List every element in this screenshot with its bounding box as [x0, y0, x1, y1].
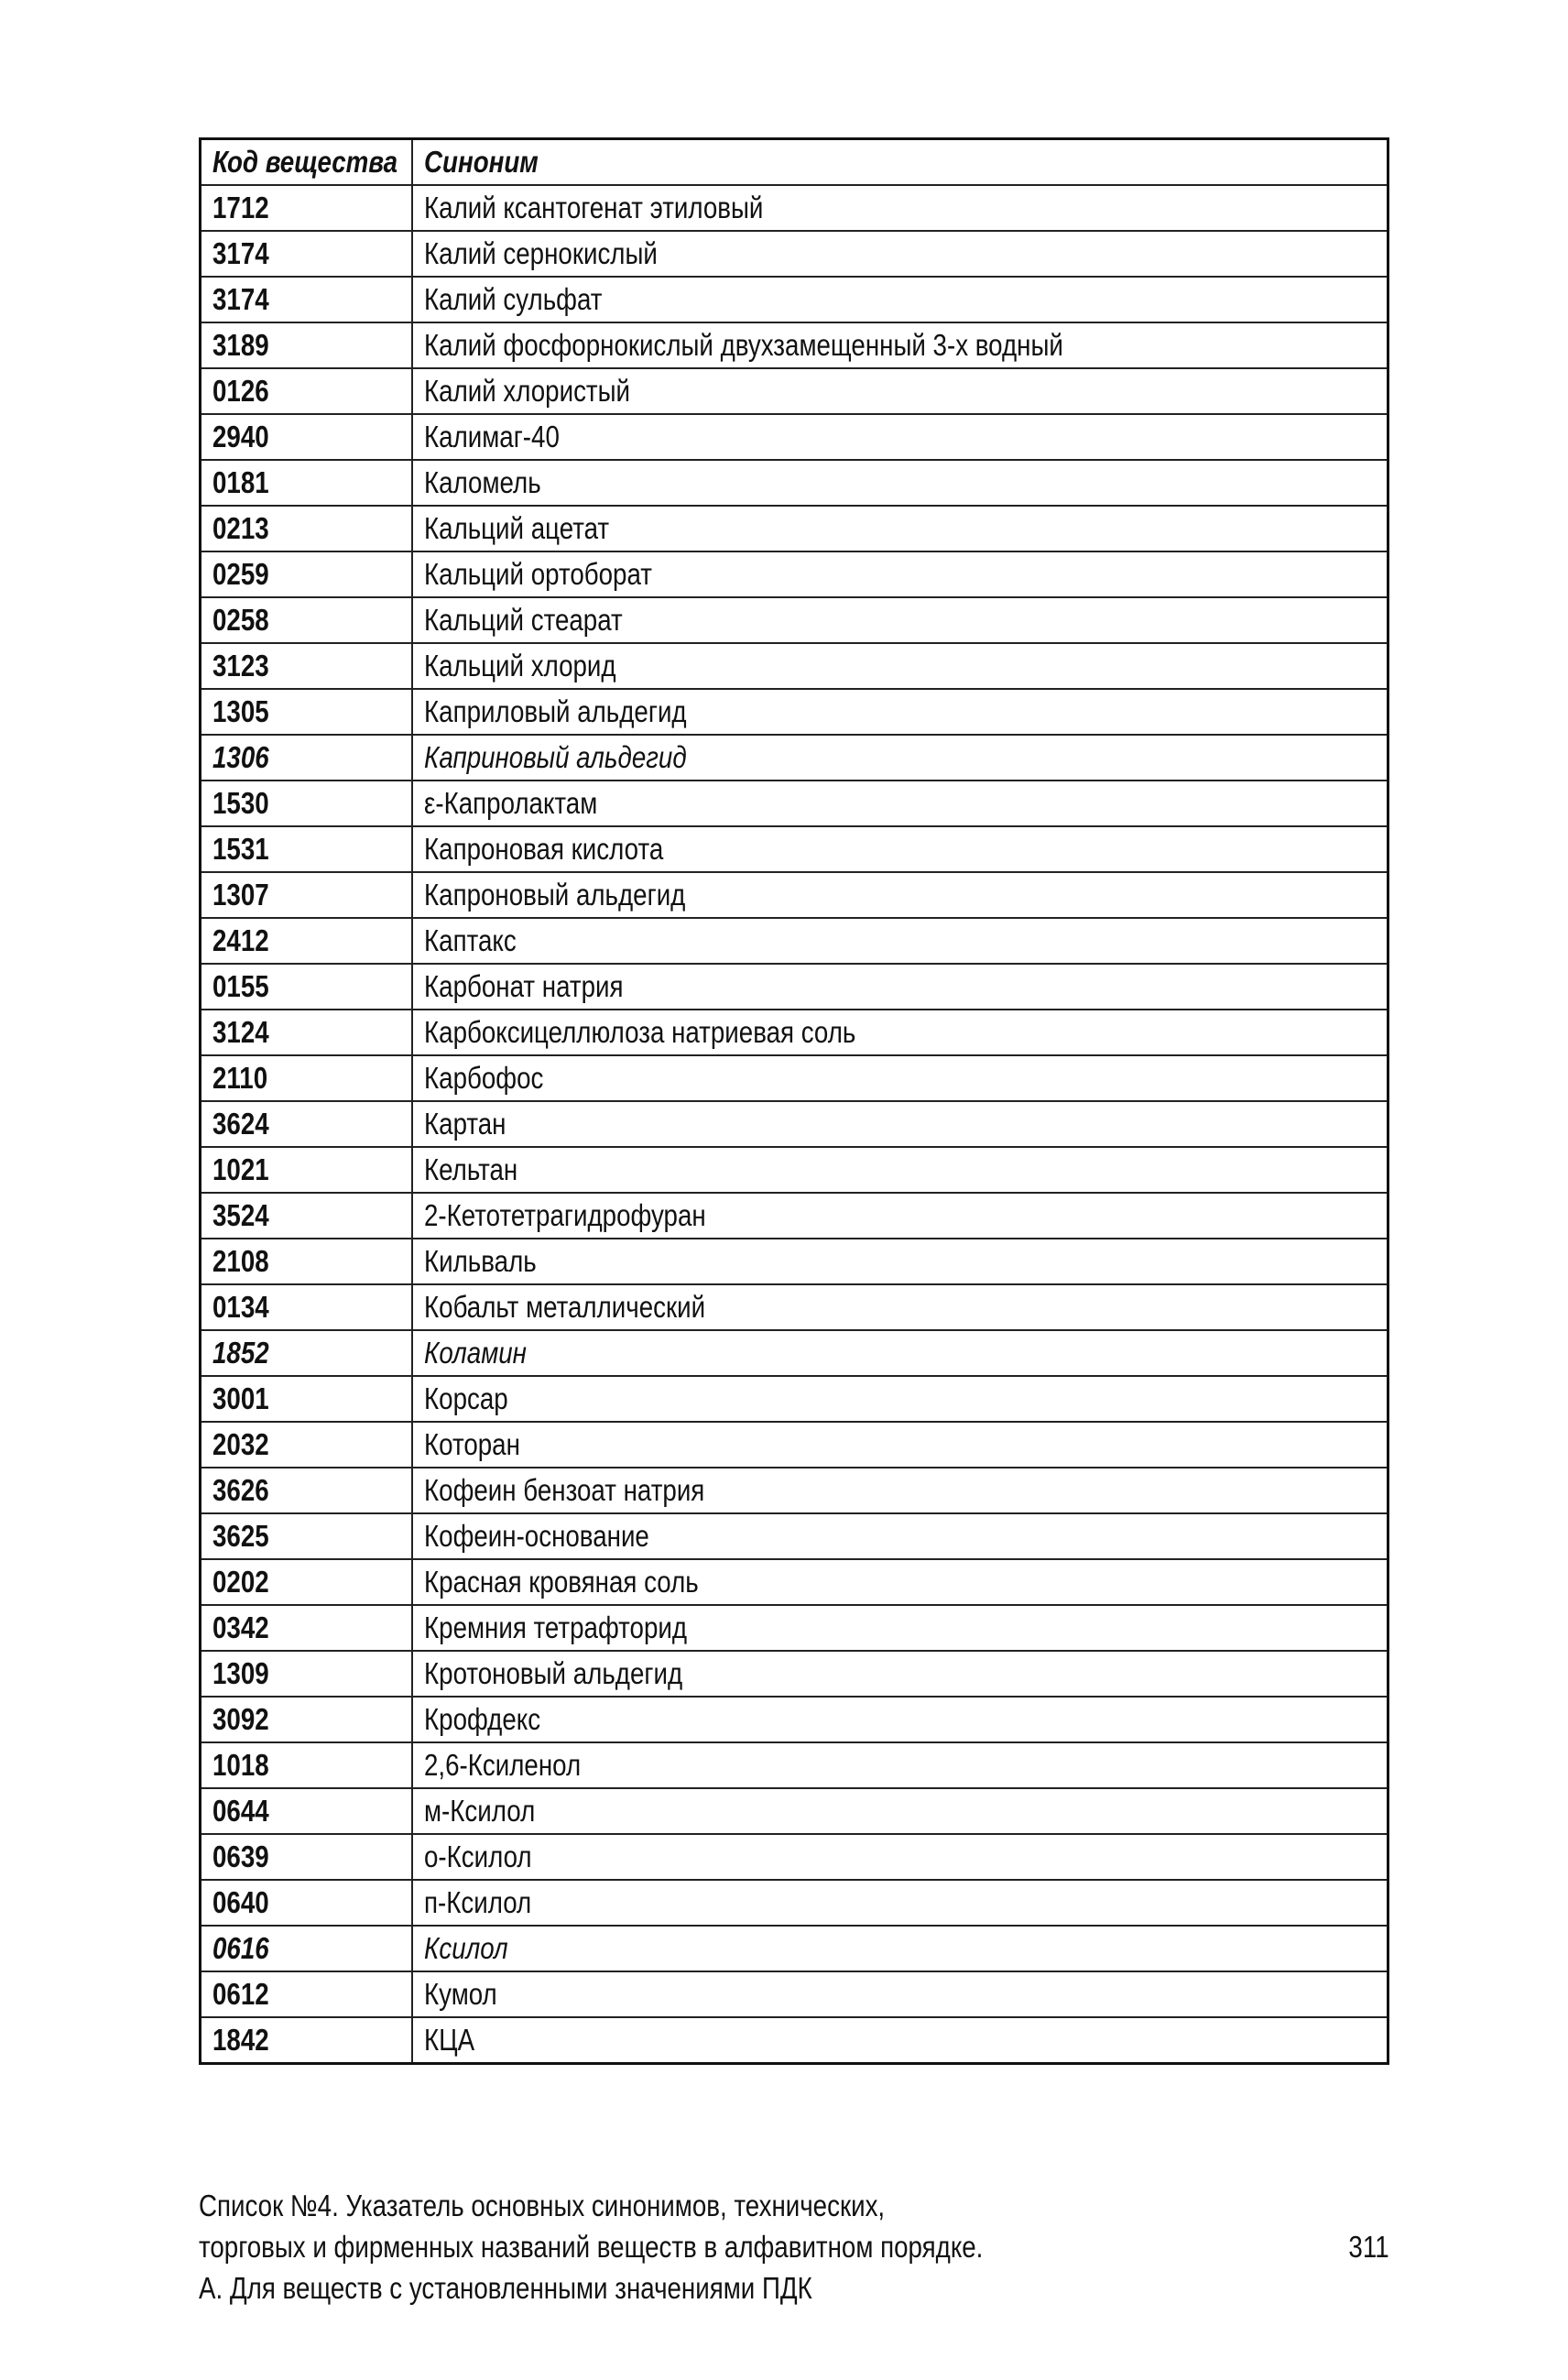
- table-row: [201, 460, 1388, 506]
- footer-line: Список №4. Указатель основных синонимов, технических,: [199, 2189, 886, 2222]
- table-row: [201, 1971, 1388, 2017]
- synonym: Калимаг-40: [412, 414, 1388, 460]
- table-row: [201, 872, 1388, 918]
- substance-code: 0616: [201, 1926, 412, 1971]
- table-header-row: [201, 139, 1388, 186]
- table-row: [201, 1101, 1388, 1147]
- header-synonym: Синоним: [412, 139, 1388, 186]
- table-row: [201, 964, 1388, 1010]
- table-row: [201, 231, 1388, 277]
- synonym: Каптакс: [412, 918, 1388, 964]
- synonym: о-Ксилол: [412, 1834, 1388, 1880]
- table-row: [201, 781, 1388, 826]
- table-row: [201, 826, 1388, 872]
- footer-caption: [199, 2185, 1389, 2309]
- table-row: [201, 1330, 1388, 1376]
- table-row: [201, 1697, 1388, 1742]
- substance-code: 3524: [201, 1193, 412, 1239]
- synonym: Кильваль: [412, 1239, 1388, 1284]
- substance-code: 1305: [201, 689, 412, 735]
- synonym: Калий ксантогенат этиловый: [412, 185, 1388, 231]
- synonym: Кальций ортоборат: [412, 551, 1388, 597]
- table-row: [201, 1284, 1388, 1330]
- synonym: Красная кровяная соль: [412, 1559, 1388, 1605]
- synonym: Кофеин-основание: [412, 1513, 1388, 1559]
- synonym: 2-Кетотетрагидрофуран: [412, 1193, 1388, 1239]
- table-row: [201, 1010, 1388, 1055]
- substance-code: 1842: [201, 2017, 412, 2064]
- substance-code: 0640: [201, 1880, 412, 1926]
- substance-code: 0259: [201, 551, 412, 597]
- table-row: [201, 322, 1388, 368]
- table-row: [201, 1880, 1388, 1926]
- table-row: [201, 414, 1388, 460]
- substance-code: 1018: [201, 1742, 412, 1788]
- synonym: Крофдекс: [412, 1697, 1388, 1742]
- substance-code: 1021: [201, 1147, 412, 1193]
- table-row: [201, 643, 1388, 689]
- substance-code: 1309: [201, 1651, 412, 1697]
- table-row: [201, 1513, 1388, 1559]
- synonym: Кремния тетрафторид: [412, 1605, 1388, 1651]
- substance-code: 0134: [201, 1284, 412, 1330]
- table-row: [201, 735, 1388, 781]
- table-row: [201, 1147, 1388, 1193]
- synonym: Калий фосфорнокислый двухзамещенный 3-х водный: [412, 322, 1388, 368]
- substance-code: 1530: [201, 781, 412, 826]
- table-row: [201, 1742, 1388, 1788]
- substance-code: 0639: [201, 1834, 412, 1880]
- table-row: [201, 1651, 1388, 1697]
- substance-code: 1852: [201, 1330, 412, 1376]
- substance-code: 3624: [201, 1101, 412, 1147]
- substance-code: 2940: [201, 414, 412, 460]
- substance-code: 0181: [201, 460, 412, 506]
- synonym: Капроновый альдегид: [412, 872, 1388, 918]
- substance-code: 0644: [201, 1788, 412, 1834]
- substance-code: 3626: [201, 1468, 412, 1513]
- table-row: [201, 1055, 1388, 1101]
- synonym: Ксилол: [412, 1926, 1388, 1971]
- synonym: Кофеин бензоат натрия: [412, 1468, 1388, 1513]
- table-row: [201, 277, 1388, 322]
- substance-code: 2108: [201, 1239, 412, 1284]
- substance-code: 3174: [201, 231, 412, 277]
- substance-code: 2110: [201, 1055, 412, 1101]
- synonym: Капроновая кислота: [412, 826, 1388, 872]
- synonym: КЦА: [412, 2017, 1388, 2064]
- synonym: Карбоксицеллюлоза натриевая соль: [412, 1010, 1388, 1055]
- table-row: [201, 1239, 1388, 1284]
- substance-code: 1712: [201, 185, 412, 231]
- table-row: [201, 1926, 1388, 1971]
- synonym: Калий сернокислый: [412, 231, 1388, 277]
- substance-code: 3189: [201, 322, 412, 368]
- table-row: [201, 506, 1388, 551]
- table-row: [201, 1559, 1388, 1605]
- table-row: [201, 1468, 1388, 1513]
- substance-code: 3001: [201, 1376, 412, 1422]
- synonym: Картан: [412, 1101, 1388, 1147]
- table-row: [201, 597, 1388, 643]
- header-code: Код вещества: [201, 139, 412, 186]
- synonym: Каломель: [412, 460, 1388, 506]
- footer-line: торговых и фирменных названий веществ в алфавитном порядке.: [199, 2230, 984, 2264]
- synonym: п-Ксилол: [412, 1880, 1388, 1926]
- synonym: Кальций ацетат: [412, 506, 1388, 551]
- substance-code: 0126: [201, 368, 412, 414]
- substance-code: 0155: [201, 964, 412, 1010]
- synonym: Кротоновый альдегид: [412, 1651, 1388, 1697]
- table-row: [201, 1422, 1388, 1468]
- substance-code: 0213: [201, 506, 412, 551]
- table-row: [201, 1376, 1388, 1422]
- table-row: [201, 1788, 1388, 1834]
- table-body: [201, 185, 1388, 2064]
- table-row: [201, 1193, 1388, 1239]
- substance-code: 3124: [201, 1010, 412, 1055]
- page-number: 311: [1348, 2230, 1389, 2264]
- synonym: 2,6-Ксиленол: [412, 1742, 1388, 1788]
- substance-code: 0342: [201, 1605, 412, 1651]
- table-row: [201, 368, 1388, 414]
- table-row: [201, 1605, 1388, 1651]
- synonym: Кобальт металлический: [412, 1284, 1388, 1330]
- table-row: [201, 185, 1388, 231]
- synonym: Кумол: [412, 1971, 1388, 2017]
- synonym: Коламин: [412, 1330, 1388, 1376]
- substance-code: 1307: [201, 872, 412, 918]
- synonym: Кельтан: [412, 1147, 1388, 1193]
- synonym: Корсар: [412, 1376, 1388, 1422]
- synonym: Карбонат натрия: [412, 964, 1388, 1010]
- table-row: [201, 918, 1388, 964]
- synonym: ε-Капролактам: [412, 781, 1388, 826]
- substance-code: 3625: [201, 1513, 412, 1559]
- substance-code: 1531: [201, 826, 412, 872]
- substance-code: 3174: [201, 277, 412, 322]
- synonym: Каприловый альдегид: [412, 689, 1388, 735]
- substance-code: 3123: [201, 643, 412, 689]
- substance-code: 0612: [201, 1971, 412, 2017]
- footer-line: А. Для веществ с установленными значениями ПДК: [199, 2271, 812, 2305]
- synonym: м-Ксилол: [412, 1788, 1388, 1834]
- table-row: [201, 2017, 1388, 2064]
- synonym: Калий хлористый: [412, 368, 1388, 414]
- synonym: Которан: [412, 1422, 1388, 1468]
- synonym: Кальций хлорид: [412, 643, 1388, 689]
- synonym: Кальций стеарат: [412, 597, 1388, 643]
- synonyms-table: [199, 137, 1389, 2065]
- synonym: Калий сульфат: [412, 277, 1388, 322]
- table-row: [201, 1834, 1388, 1880]
- table-row: [201, 551, 1388, 597]
- synonym: Карбофос: [412, 1055, 1388, 1101]
- table-row: [201, 689, 1388, 735]
- substance-code: 0202: [201, 1559, 412, 1605]
- substance-code: 2032: [201, 1422, 412, 1468]
- substance-code: 3092: [201, 1697, 412, 1742]
- substance-code: 0258: [201, 597, 412, 643]
- substance-code: 1306: [201, 735, 412, 781]
- synonym: Каприновый альдегид: [412, 735, 1388, 781]
- substance-code: 2412: [201, 918, 412, 964]
